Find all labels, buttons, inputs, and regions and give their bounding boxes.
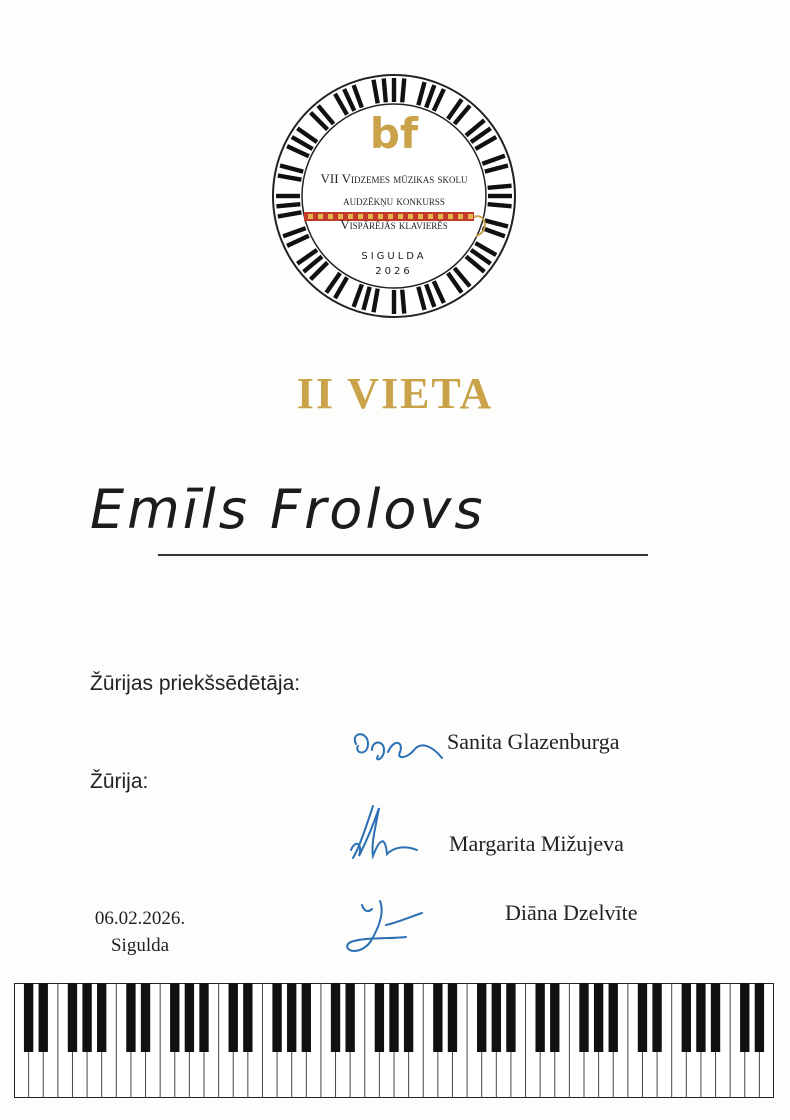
- black-key: [506, 983, 515, 1052]
- black-key: [243, 983, 252, 1052]
- seal-line-2: audzēkņu konkurss: [343, 193, 445, 208]
- seal-line-1: VII Vidzemes mūzikas skolu: [320, 171, 468, 186]
- seal-key: [392, 78, 396, 102]
- black-key: [755, 983, 764, 1052]
- black-key: [345, 983, 354, 1052]
- participant-name: Emīls Frolovs: [90, 478, 486, 541]
- black-key: [82, 983, 91, 1052]
- jury-label: Žūrija:: [90, 770, 149, 793]
- name-underline: [158, 554, 648, 556]
- black-key: [638, 983, 647, 1052]
- black-key: [579, 983, 588, 1052]
- black-key: [68, 983, 77, 1052]
- place-title: II VIETA: [296, 369, 494, 418]
- signature-member-2: [345, 800, 445, 860]
- signature-member-3: [340, 895, 440, 965]
- black-key: [550, 983, 559, 1052]
- black-key: [229, 983, 238, 1052]
- black-key: [126, 983, 135, 1052]
- black-key: [39, 983, 48, 1052]
- competition-seal: [270, 72, 518, 320]
- black-key: [652, 983, 661, 1052]
- black-key: [97, 983, 106, 1052]
- jury-member-2: Margarita Mižujeva: [449, 831, 624, 856]
- signature-chair: [348, 722, 448, 772]
- black-key: [448, 983, 457, 1052]
- black-key: [302, 983, 311, 1052]
- piano-keyboard-decoration: [14, 983, 774, 1098]
- black-key: [287, 983, 296, 1052]
- black-key: [404, 983, 413, 1052]
- black-key: [199, 983, 208, 1052]
- black-key: [24, 983, 33, 1052]
- date: 06.02.2026.: [94, 908, 186, 929]
- black-key: [609, 983, 618, 1052]
- black-key: [375, 983, 384, 1052]
- city: Sigulda: [110, 935, 170, 956]
- black-key: [170, 983, 179, 1052]
- black-key: [272, 983, 281, 1052]
- seal-city: SIGULDA: [361, 251, 427, 262]
- black-key: [492, 983, 501, 1052]
- black-key: [331, 983, 340, 1052]
- black-key: [477, 983, 486, 1052]
- jury-member-1: Sanita Glazenburga: [447, 729, 620, 754]
- black-key: [141, 983, 150, 1052]
- seal-key: [392, 290, 396, 314]
- black-key: [696, 983, 705, 1052]
- black-key: [740, 983, 749, 1052]
- black-key: [433, 983, 442, 1052]
- seal-line-3: Vispārējās klavierēs: [340, 217, 448, 232]
- black-key: [535, 983, 544, 1052]
- seal-year: 2026: [375, 266, 413, 277]
- black-key: [185, 983, 194, 1052]
- black-key: [682, 983, 691, 1052]
- black-key: [711, 983, 720, 1052]
- jury-member-3: Diāna Dzelvīte: [505, 900, 638, 925]
- seal-logo-bf: bf: [369, 109, 419, 158]
- black-key: [594, 983, 603, 1052]
- jury-chair-label: Žūrijas priekšsēdētāja:: [90, 672, 301, 695]
- black-key: [389, 983, 398, 1052]
